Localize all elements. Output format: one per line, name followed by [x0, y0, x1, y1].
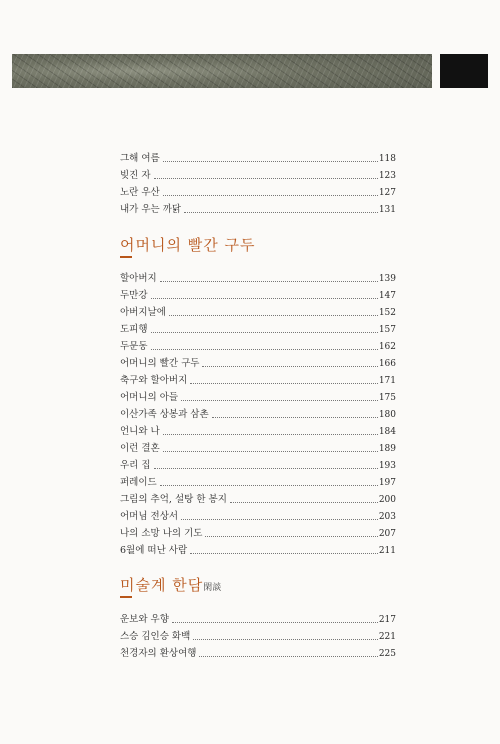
leader-dots: [151, 331, 378, 333]
leader-dots: [202, 365, 377, 367]
toc-entry: [120, 185, 396, 199]
toc-entry-title: 우리 집: [120, 460, 151, 471]
header-banner-image: [12, 54, 432, 88]
toc-entry-title: 어머님 전상서: [120, 511, 179, 522]
toc-entry-page: 131: [378, 205, 396, 215]
toc-entry-title: 축구와 할아버지: [120, 375, 188, 386]
toc-entry-title: 할아버지: [120, 273, 157, 284]
toc-entry-title: 도피행: [120, 324, 148, 335]
toc-entry-page: 123: [378, 171, 396, 181]
toc-entry: [120, 646, 396, 660]
toc-entry-title: 6월에 떠난 사람: [120, 545, 188, 556]
section-accent-bar: [120, 596, 132, 598]
toc-entry-page: 207: [378, 529, 396, 539]
toc-entry-page: 171: [378, 376, 396, 386]
leader-dots: [154, 177, 378, 179]
toc-entry: [120, 407, 396, 421]
toc-entry: [120, 271, 396, 285]
toc-entry: [120, 629, 396, 643]
toc-entry-title: 그해 여름: [120, 153, 160, 164]
toc-entry: [120, 322, 396, 336]
toc-entry-title: 두문동: [120, 341, 148, 352]
toc-entry-page: 152: [378, 308, 396, 318]
header-black-block: [440, 54, 488, 88]
toc-entry-title: 퍼레이드: [120, 477, 157, 488]
toc-entry-page: 166: [378, 359, 396, 369]
toc-entry-title: 내가 우는 까닭: [120, 204, 182, 215]
toc-entry-title: 어머니의 아들: [120, 392, 179, 403]
toc-entry-page: 225: [378, 649, 396, 659]
toc-entry: [120, 356, 396, 370]
leader-dots: [181, 518, 378, 520]
leader-dots: [163, 433, 378, 435]
toc-entry-title: 언니와 나: [120, 426, 160, 437]
toc-entry-title: 아버지날에: [120, 307, 166, 318]
toc-entry: [120, 151, 396, 165]
toc-entry-page: 127: [378, 188, 396, 198]
leader-dots: [181, 399, 378, 401]
toc-entry-title: 빚진 자: [120, 170, 151, 181]
toc-entry-page: 139: [378, 274, 396, 284]
toc-entry: [120, 424, 396, 438]
toc-entry: [120, 168, 396, 182]
toc-entry-page: 180: [378, 410, 396, 420]
toc-entry-page: 221: [378, 632, 396, 642]
toc-entry: [120, 509, 396, 523]
leader-dots: [151, 297, 378, 299]
leader-dots: [163, 160, 378, 162]
toc-entry-page: 175: [378, 393, 396, 403]
toc-entry-page: 162: [378, 342, 396, 352]
toc-entry-title: 이런 결혼: [120, 443, 160, 454]
toc-entry-title: 노란 우산: [120, 187, 160, 198]
toc-entry: [120, 441, 396, 455]
toc-entry: [120, 339, 396, 353]
toc-entry-page: 203: [378, 512, 396, 522]
toc-entry: [120, 373, 396, 387]
leader-dots: [163, 450, 378, 452]
toc-entry-page: 193: [378, 461, 396, 471]
section-title-hanja: 閑談: [203, 583, 222, 593]
leader-dots: [163, 194, 378, 196]
toc-entry: [120, 543, 396, 557]
leader-dots: [193, 638, 378, 640]
toc-entry-page: 197: [378, 478, 396, 488]
leader-dots: [199, 655, 377, 657]
leader-dots: [172, 621, 378, 623]
toc-entry: [120, 305, 396, 319]
toc-entry: [120, 475, 396, 489]
toc-entry-page: 157: [378, 325, 396, 335]
leader-dots: [205, 535, 377, 537]
toc-entry-title: 어머니의 빨간 구두: [120, 358, 200, 369]
leader-dots: [190, 382, 378, 384]
toc-entry: [120, 390, 396, 404]
toc-entry-title: 나의 소망 나의 기도: [120, 528, 203, 539]
section-title-text: 어머니의 빨간 구두: [120, 236, 256, 254]
toc-entry-title: 천경자의 환상여행: [120, 648, 197, 659]
toc-entry-title: 운보와 우향: [120, 614, 169, 625]
toc-entry-title: 이산가족 상봉과 삼촌: [120, 409, 209, 420]
leader-dots: [190, 552, 378, 554]
section-accent-bar: [120, 256, 132, 258]
leader-dots: [184, 211, 378, 213]
toc-entry-page: 211: [378, 546, 396, 556]
toc-entry: [120, 612, 396, 626]
toc-entry-page: 217: [378, 615, 396, 625]
leader-dots: [212, 416, 378, 418]
leader-dots: [230, 501, 378, 503]
toc-entry: [120, 526, 396, 540]
leader-dots: [160, 484, 378, 486]
toc-entry: [120, 492, 396, 506]
toc-entry: [120, 458, 396, 472]
toc-entry-page: 184: [378, 427, 396, 437]
leader-dots: [154, 467, 378, 469]
toc-entry-title: 그림의 추억, 설탕 한 봉지: [120, 494, 227, 505]
section-title: [120, 234, 255, 255]
section-title: [120, 574, 221, 595]
toc-entry-page: 118: [378, 154, 396, 164]
toc-entry-page: 189: [378, 444, 396, 454]
section-title-text: 미술계 한담: [120, 576, 204, 594]
toc-entry-page: 147: [378, 291, 396, 301]
toc-entry-title: 스승 김인승 화백: [120, 631, 191, 642]
leader-dots: [151, 348, 378, 350]
toc-entry: [120, 202, 396, 216]
toc-entry: [120, 288, 396, 302]
leader-dots: [160, 280, 378, 282]
leader-dots: [169, 314, 378, 316]
toc-entry-page: 200: [378, 495, 396, 505]
toc-entry-title: 두만강: [120, 290, 148, 301]
